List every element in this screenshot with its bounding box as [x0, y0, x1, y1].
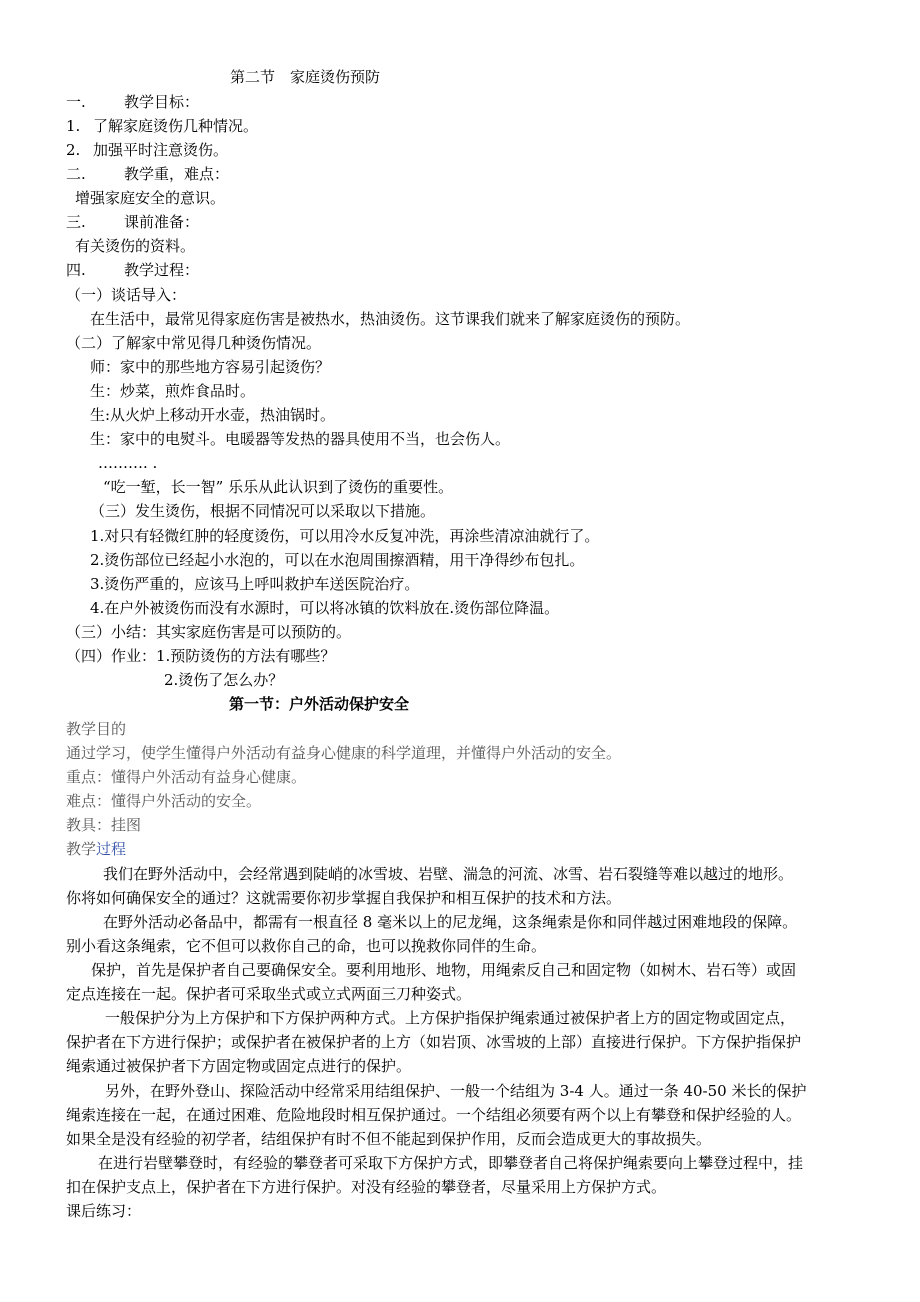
list-text: 了解家庭烫伤几种情况。	[93, 117, 259, 135]
paragraph-2-line-2: 别小看这条绳索，它不但可以救你自己的命，也可以挽救你同伴的生命。	[66, 937, 547, 955]
heading-goals	[66, 92, 199, 112]
paragraph-5-line-2: 绳索连接在一起，在通过困难、危险地段时相互保护通过。一个结组必须要有两个以上有攀登和保护经验的人。	[66, 1106, 802, 1124]
dialog-line-3: 生:从火炉上移动开水壶，热油锅时。	[90, 406, 336, 424]
difficulty: 难点：懂得户外活动的安全。	[66, 792, 262, 810]
part1-title: （一）谈话导入：	[66, 286, 187, 304]
ellipsis: ………. .	[98, 454, 158, 472]
heading-text: 课前准备：	[124, 213, 200, 231]
dialog-line-4: 生：家中的电熨斗。电暖器等发热的器具使用不当，也会伤人。	[90, 430, 511, 448]
list-number: 2.	[66, 141, 81, 159]
paragraph-1-line-2: 你将如何确保安全的通过？这就需要你初步掌握自我保护和相互保护的技术和方法。	[66, 889, 622, 907]
paragraph-5-line-3: 如果全是没有经验的初学者，结组保护有时不但不能起到保护作用，反而会造成更大的事故损失。	[66, 1130, 712, 1148]
goal-item-1	[66, 116, 258, 136]
heading-text: 教学过程：	[124, 261, 200, 279]
dialog-line-2: 生：炒菜，煎炸食品时。	[90, 382, 256, 400]
paragraph-6-line-1: 在进行岩壁攀登时，有经验的攀登者可采取下方保护方式，即攀登者自己将保护绳索要向上攀登过程中，挂	[98, 1154, 804, 1172]
keypoint-text: 增强家庭安全的意识。	[75, 189, 226, 207]
homework-line-2: 2.烫伤了怎么办？	[164, 671, 284, 689]
proverb-line: “吃一堑，长一智” 乐乐从此认识到了烫伤的重要性。	[103, 478, 454, 496]
heading-keypoints	[66, 164, 229, 184]
paragraph-1-line-1: 我们在野外活动中，会经常遇到陡峭的冰雪坡、岩壁、湍急的河流、冰雪、岩石裂缝等难以越过的地形。	[103, 865, 794, 883]
process-label	[66, 839, 126, 859]
section1-title: 第二节 家庭烫伤预防	[230, 68, 381, 86]
heading-number: 二.	[66, 165, 86, 183]
paragraph-5-line-1: 另外，在野外登山、探险活动中经常采用结组保护、一般一个结组为 3-4 人。通过一条 40-50 米长的保护	[105, 1082, 807, 1100]
heading-text: 教学目标：	[124, 93, 200, 111]
part1-text: 在生活中，最常见得家庭伤害是被热水，热油烫伤。这节课我们就来了解家庭烫伤的预防。	[90, 310, 691, 328]
paragraph-4-line-1: 一般保护分为上方保护和下方保护两种方式。上方保护指保护绳索通过被保护者上方的固定物或固定点，	[105, 1009, 796, 1027]
list-number: 1.	[66, 117, 81, 135]
heading-prep	[66, 212, 199, 232]
heading-process	[66, 260, 199, 280]
teaching-tools: 教具：挂图	[66, 816, 142, 834]
paragraph-4-line-3: 绳索通过被保护者下方固定物或固定点进行的保护。	[66, 1057, 412, 1075]
goal-text: 通过学习，使学生懂得户外活动有益身心健康的科学道理，并懂得户外活动的安全。	[66, 744, 622, 762]
measure-item-3: 3.烫伤严重的，应该马上呼叫救护车送医院治疗。	[90, 575, 420, 593]
prep-text: 有关烫伤的资料。	[75, 237, 196, 255]
part2-title: （二）了解家中常见得几种烫伤情况。	[66, 334, 322, 352]
heading-text: 教学重，难点：	[124, 165, 230, 183]
homework-line-1: （四）作业：1.预防烫伤的方法有哪些？	[66, 647, 336, 665]
measure-item-4: 4.在户外被烫伤而没有水源时，可以将冰镇的饮料放在.烫伤部位降温。	[90, 599, 560, 617]
dialog-line-1: 师：家中的那些地方容易引起烫伤？	[90, 358, 331, 376]
goal-label: 教学目的	[66, 720, 127, 738]
heading-number: 四.	[66, 261, 86, 279]
paragraph-6-line-2: 扣在保护支点上，保护者在下方进行保护。对没有经验的攀登者，尽量采用上方保护方式。	[66, 1178, 667, 1196]
paragraph-4-line-2: 保护者在下方进行保护；或保护者在被保护者的上方（如岩顶、冰雪坡的上部）直接进行保护。下方保护指保护	[66, 1033, 802, 1051]
paragraph-3-line-1: 保护，首先是保护者自己要确保安全。要利用地形、地物，用绳索反自己和固定物（如树木、岩石等）或固	[91, 961, 797, 979]
part3-title: （三）发生烫伤，根据不同情况可以采取以下措施。	[90, 502, 436, 520]
homework-label: 课后练习：	[66, 1202, 142, 1220]
goal-item-2	[66, 140, 228, 160]
list-text: 加强平时注意烫伤。	[93, 141, 229, 159]
process-label-a: 教学	[66, 840, 97, 858]
heading-number: 三.	[66, 213, 86, 231]
measure-item-1: 1.对只有轻微红肿的轻度烫伤，可以用冷水反复冲洗，再涂些清凉油就行了。	[90, 527, 600, 545]
paragraph-3-line-2: 定点连接在一起。保护者可采取坐式或立式两面三刀种姿式。	[66, 985, 472, 1003]
section2-title: 第一节：户外活动保护安全	[229, 695, 410, 713]
heading-number: 一.	[66, 93, 86, 111]
paragraph-2-line-1: 在野外活动必备品中，都需有一根直径 8 毫米以上的尼龙绳，这条绳索是你和同伴越过困难地段的保障。	[103, 913, 798, 931]
process-label-b: 过程	[96, 840, 127, 858]
key-point: 重点：懂得户外活动有益身心健康。	[66, 768, 307, 786]
summary-line: （三）小结：其实家庭伤害是可以预防的。	[66, 623, 352, 641]
measure-item-2: 2.烫伤部位已经起小水泡的，可以在水泡周围擦酒精，用干净得纱布包扎。	[90, 551, 585, 569]
